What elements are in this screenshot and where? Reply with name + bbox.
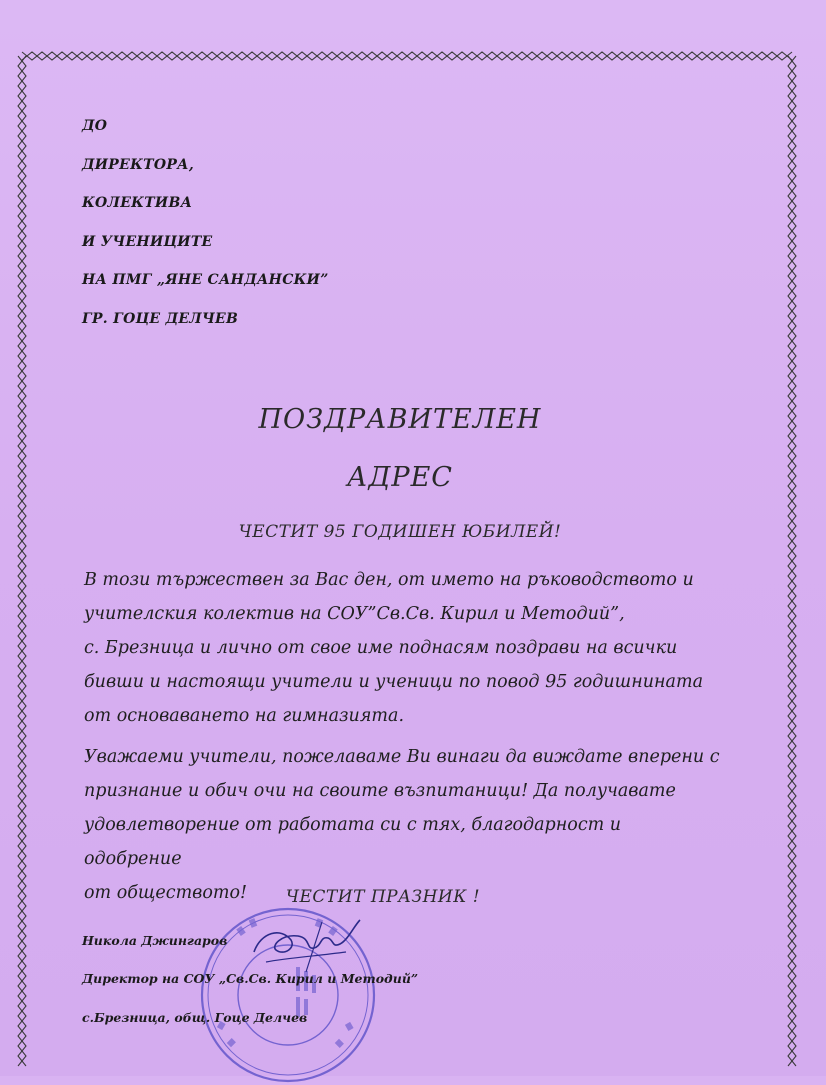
signatory-position: Директор на СОУ „Св.Св. Кирил и Методий” [82,971,419,986]
addressee-line-staff: КОЛЕКТИВА [82,195,193,211]
document-title: ПОЗДРАВИТЕЛЕН [258,404,542,435]
addressee-line-director: ДИРЕКТОРА, [82,156,195,173]
jubilee-subtitle: ЧЕСТИТ 95 ГОДИШЕН ЮБИЛЕЙ! [238,522,562,542]
paragraph-line: учителския колектив на СОУ”Св.Св. Кирил и Методий”, [84,604,625,624]
paragraph-line: удовлетворение от работата си с тях, благодарност и одобрение [84,815,622,869]
signatory-location: с.Брезница, общ. Гоце Делчев [82,1010,308,1025]
addressee-line-students: И УЧЕНИЦИТЕ [82,233,213,250]
paragraph-line: с. Брезница и лично от свое име поднасям поздрави на всички [84,638,678,658]
document-title-second-line: АДРЕС [347,462,453,493]
paragraph-line: Уважаеми учители, пожелаваме Ви винаги да виждате вперени с [84,747,720,767]
addressee-line-city: ГР. ГОЦЕ ДЕЛЧЕВ [82,310,239,327]
paragraph-line: от обществото! [84,883,248,903]
closing-greeting: ЧЕСТИТ ПРАЗНИК ! [285,887,481,907]
greeting-paragraph-2 [84,740,724,910]
paragraph-line: бивши и настоящи учители и ученици по повод 95 годишнината [84,672,704,692]
addressee-line-school: НА ПМГ „ЯНЕ САНДАНСКИ” [82,272,329,288]
paragraph-line: В този тържествен за Вас ден, от името на ръководството и [84,570,694,590]
addressee-line-to: ДО [82,118,108,134]
paragraph-line: признание и обич очи на своите възпитаници! Да получавате [84,781,676,801]
signatory-name: Никола Джингаров [82,933,228,948]
addressee-block [82,112,329,343]
paragraph-line: от основаването на гимназията. [84,706,405,726]
greeting-paragraph-1 [84,563,724,733]
